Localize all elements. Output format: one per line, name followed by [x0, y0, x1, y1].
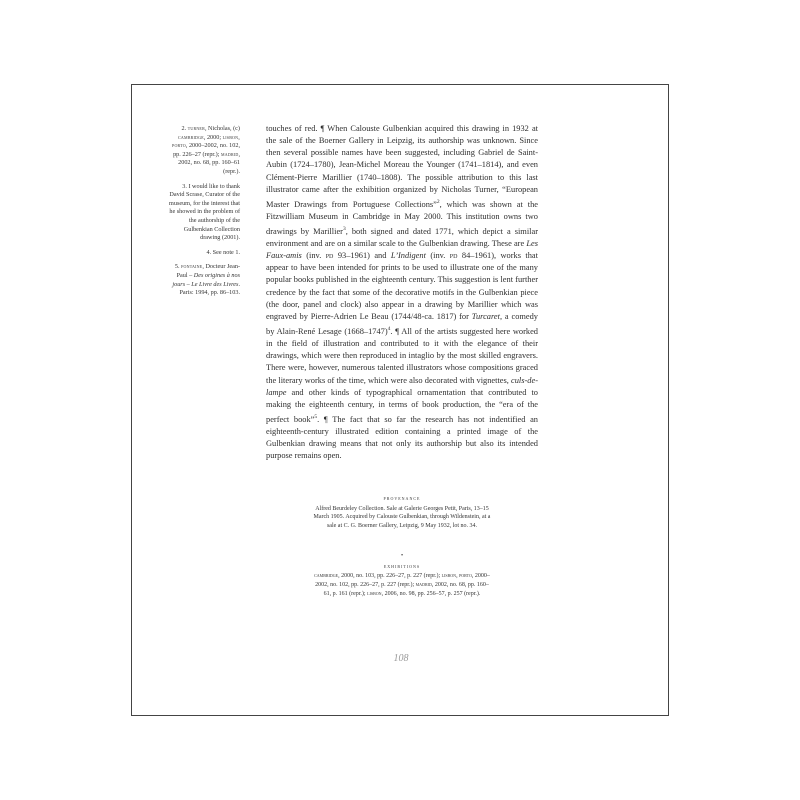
- italic-title: Turcaret: [471, 311, 500, 321]
- book-title: Des origines à nos jours – Le Livre des Livres: [172, 271, 240, 288]
- footnote-text: , Docteur Jean-Paul –: [176, 263, 240, 279]
- footnote-ref: 3: [342, 226, 346, 233]
- italic-title: Les Faux-amis: [266, 239, 538, 261]
- footnote-text: , Nicholas, (c): [204, 125, 240, 132]
- inventory-prefix: pd: [325, 251, 334, 261]
- exhibition-city: lisbon, porto: [441, 573, 472, 580]
- body-text-run: 93–1961) and: [333, 251, 391, 261]
- footnote-ref: 4: [387, 326, 391, 333]
- body-text: [266, 123, 538, 462]
- footnote-5: [168, 263, 240, 297]
- city-name: madrid: [221, 150, 239, 158]
- exhibitions-heading: exhibitions: [383, 563, 421, 570]
- body-text-run: , a comedy by Alain-René Lesage (1668–1747): [266, 311, 538, 336]
- italic-title: L’Indigent: [390, 251, 426, 261]
- exhibition-detail: , 2006, no. 98, pp. 256–57, p. 257 (repr.).: [381, 590, 481, 597]
- body-text-run: . ¶ All of the artists suggested here worked in the field of illustration and contributed to it with the elegance of their drawings, which were then reproduced in intaglio by the most skilled engravers. There were, however, numerous talented illustrators whose compositions graced the literary works of the time, which were also decorated with vignettes,: [266, 326, 538, 385]
- body-text-run: . ¶ The fact that so far the research has not indentified an eighteenth-century illustrated edition containing a printed image of the Gulbenkian drawing means that not only its authorship but also its intended purpose remains open.: [266, 414, 538, 461]
- exhibition-city: lisbon: [367, 590, 382, 597]
- footnote-number: 5.: [174, 263, 180, 271]
- body-text-run: 84–1961), works that appear to have been intended for prints to be used to illustrate one of the many popular books published in the eighteenth century. This suggestion is lent further credence by the fact that some of the decorative motifs in the Gulbenkian piece (the door, panel and clock) also appear in a drawing by Marillier which was engraved by Pierre-Adrien Le Beau (1744/48-ca. 1817) for: [266, 251, 538, 321]
- body-text-run: , which was shown at the Fitzwilliam Museum in Cambridge in May 2000. This institution owns two drawings by Marillier: [266, 199, 538, 236]
- footnote-ref: 5: [314, 413, 318, 420]
- author-name: fontaine: [181, 263, 203, 271]
- italic-title: culs-de-lampe: [266, 375, 538, 397]
- exhibition-city: madrid: [415, 582, 432, 589]
- provenance-text: Alfred Beurdeley Collection. Sale at Galerie Georges Petit, Paris, 13–15 March 1905. Acquired by Calouste Gulbenkian, through Wildenstein, at a sale at C. G. Boerner Gallery, Leipzig, 9 May 1932, lot no. 34.: [313, 505, 491, 530]
- city-name: cambridge: [178, 133, 204, 141]
- city-name: lisbon, porto: [172, 133, 240, 150]
- exhibition-city: cambridge: [314, 573, 339, 580]
- body-text-run: and other kinds of typographical ornamentation that contributed to making the eighteenth century, in terms of book production, the “era of the perfect book”: [266, 387, 538, 424]
- margin-notes: [168, 125, 240, 304]
- footnote-3: 3. I would like to thank David Scrase, Curator of the museum, for the interest that he showed in the problem of the authorship of the Gulbenkian Collection drawing (2001).: [169, 182, 240, 242]
- footnote-2: [168, 125, 240, 177]
- section-separator: •: [400, 553, 404, 559]
- footnote-4: 4. See note 1.: [206, 248, 240, 256]
- body-text-run: (inv.: [425, 251, 450, 261]
- exhibition-detail: , 2000, no. 103, pp. 226–27, p. 227 (repr.);: [338, 573, 442, 580]
- footnote-number: 2.: [181, 125, 187, 132]
- inventory-prefix: pd: [449, 251, 458, 261]
- body-text-run: (inv.: [301, 251, 326, 261]
- exhibition-detail: , 2000–2002, no. 102, pp. 226–27, p. 227 (repr.);: [315, 573, 490, 589]
- body-text-run: touches of red. ¶ When Calouste Gulbenkian acquired this drawing in 1932 at the sale of the Boerner Gallery in Leipzig, its authorship was unknown. Since then several possible names have been suggested, including Gabriel de Saint-Aubin (1724–1780), Jean-Michel Moreau the Younger (1741–1814), and even Clément-Pierre Marillier (1740–1808). The possible attribution to this last illustrator came after the exhibition organized by Nicholas Turner, “European Master Drawings from Portuguese Collections”: [266, 124, 538, 209]
- footnote-text: . Paris: 1994, pp. 86–103.: [179, 280, 240, 297]
- provenance-section: [312, 495, 492, 531]
- body-paragraph: [266, 123, 538, 462]
- exhibition-detail: , 2002, no. 68, pp. 160–61, p. 161 (repr.);: [323, 582, 489, 597]
- footnote-ref: 2: [436, 198, 440, 205]
- footnote-text: , 2000–2002, no. 102, pp. 226–27 (repr.);: [173, 142, 240, 158]
- document-page: [131, 84, 669, 716]
- exhibitions-section: [312, 552, 492, 599]
- author-name: turner: [187, 125, 205, 132]
- body-text-run: , both signed and dated 1771, which depict a similar environment and are on a similar scale to the Gulbenkian drawing. These are: [266, 226, 538, 248]
- footnote-text: , 2000;: [203, 133, 223, 141]
- footnote-text: , 2002, no. 68, pp. 160–61 (repr.).: [178, 150, 240, 175]
- provenance-heading: provenance: [383, 496, 421, 502]
- page-number: 108: [393, 653, 409, 664]
- exhibitions-text: [312, 572, 492, 598]
